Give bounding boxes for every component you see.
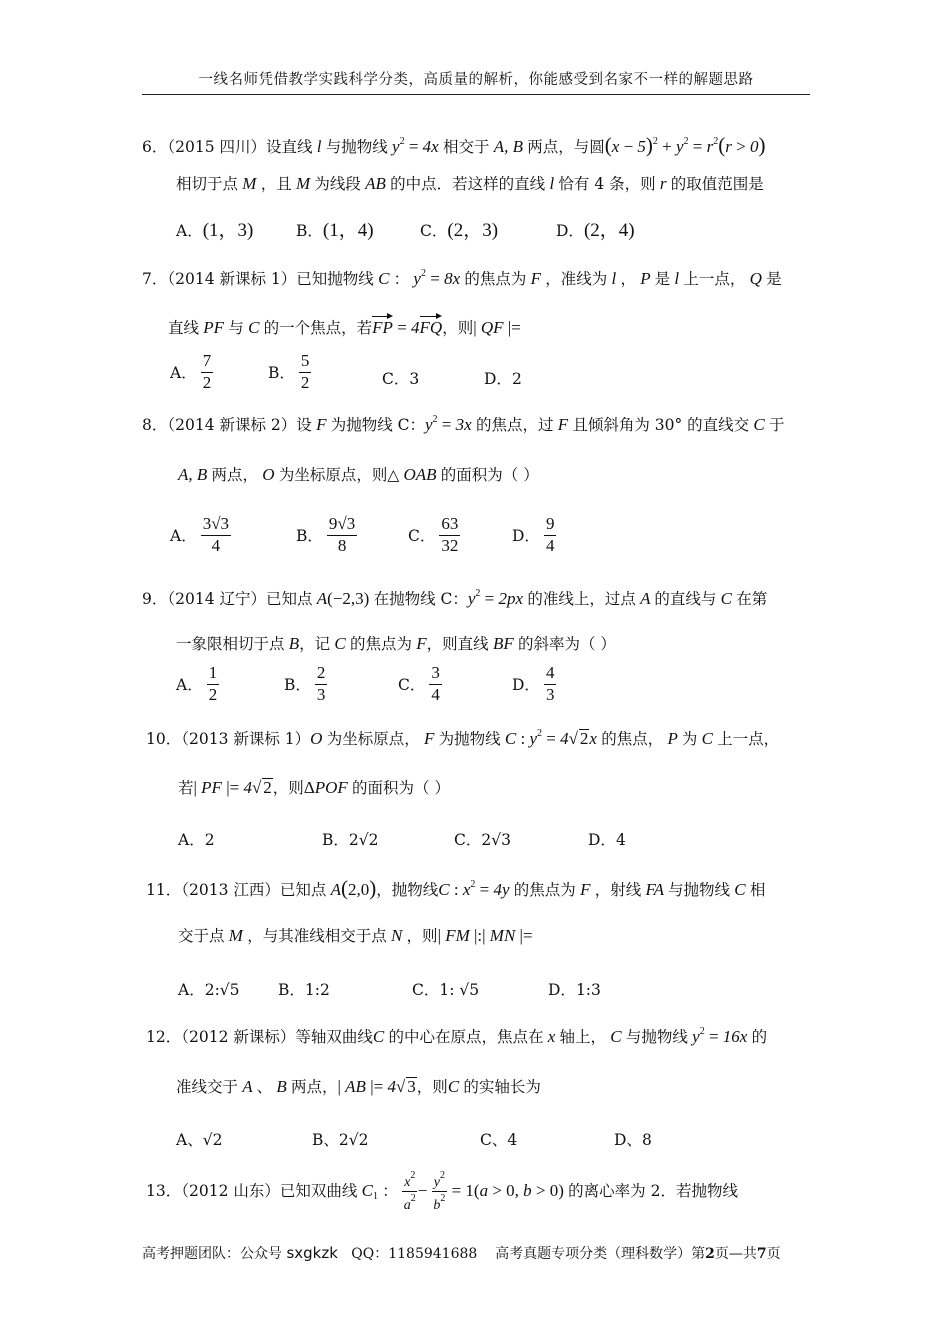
question-8-line-1: 8．（2014 新课标 2）设 F 为抛物线 C：$y^2 = 3x$ 的焦点，过 F 且倾斜角为 30° 的直线交 C 于	[142, 414, 785, 434]
question-number: 11．	[146, 881, 182, 899]
question-source: （2014 辽宁）	[167, 590, 266, 608]
option-a[interactable]: A．2	[178, 831, 215, 849]
option-d[interactable]: D．1:3	[548, 981, 601, 999]
option-a[interactable]: A． $\frac{7}{2}$	[170, 351, 212, 392]
option-b[interactable]: B．1:2	[278, 981, 330, 999]
question-source: （2014 新课标 2）	[167, 416, 297, 434]
question-10-line-1: 10．（2013 新课标 1）O 为坐标原点， F 为抛物线 C : $y^2 = 4√$ 2x 的焦点， P 为 C 上一点，	[146, 728, 780, 748]
page-footer: 高考押题团队：公众号 sxgkzk QQ：1185941688 高考真题专项分类（理科数学）第2页—共7页	[142, 1244, 781, 1262]
question-number: 9．	[142, 590, 168, 608]
wechat-account: sxgkzk	[286, 1244, 338, 1262]
question-number: 10．	[146, 730, 182, 748]
option-d[interactable]: D． $\frac{9}{4}$	[512, 514, 555, 555]
option-c[interactable]: C．2√3	[454, 831, 511, 849]
question-10-line-2: 若| PF |= 4√ 2，则ΔPOF 的面积为（ ）	[178, 778, 450, 797]
question-source: （2012 山东）	[181, 1181, 280, 1200]
question-7-line-1: 7．（2014 新课标 1）已知抛物线 C ： $y^2 = 8x$ 的焦点为 F ，准线为 l ， P 是 l 上一点， Q 是	[142, 268, 782, 288]
option-d[interactable]: D．(2，4)	[556, 220, 635, 241]
option-c[interactable]: C、4	[480, 1131, 518, 1149]
question-12-line-2: 准线交于 A 、 B 两点，| AB |= 4√ 3，则C 的实轴长为	[176, 1077, 541, 1096]
question-7-line-2: 直线 PF 与 C 的一个焦点，若FP = 4FQ，则| QF |=	[168, 318, 521, 337]
question-11-line-2: 交于点 M ，与其准线相交于点 N ，则| FM |:| MN |=	[178, 926, 533, 945]
option-c[interactable]: C．(2，3)	[420, 220, 499, 241]
question-number: 13．	[146, 1181, 182, 1200]
page-number: 2	[705, 1246, 715, 1262]
option-b[interactable]: B． $\frac{5}{2}$	[268, 351, 310, 392]
question-9-line-2: 一象限相切于点 B，记 C 的焦点为 F，则直线 BF 的斜率为（ ）	[176, 634, 616, 653]
option-c[interactable]: C．3	[382, 370, 420, 388]
question-source: （2015 四川）	[167, 138, 266, 156]
question-6-line-1: 6．（2015 四川）设直线 l 与抛物线 $y^2 = 4x$ 相交于 A, B 两点，与圆$(x - 5)^2 + y^2 = r^2(r > 0)$	[142, 133, 766, 157]
option-d[interactable]: D．2	[484, 370, 522, 388]
page-total: 7	[756, 1246, 767, 1262]
question-9-line-1: 9．（2014 辽宁）已知点 A(−2,3) 在抛物线 C：$y^2 = 2px$ 的准线上，过点 A 的直线与 C 在第	[142, 588, 768, 608]
option-b[interactable]: B．(1，4)	[296, 220, 374, 241]
question-8-line-2: A, B 两点， O 为坐标原点，则△ OAB 的面积为（ ）	[178, 465, 539, 484]
option-b[interactable]: B．2√2	[322, 831, 379, 849]
option-d[interactable]: D、8	[614, 1131, 652, 1149]
page-header: 一线名师凭借教学实践科学分类，高质量的解析，你能感受到名家不一样的解题思路	[198, 72, 754, 88]
option-c[interactable]: C．1: √5	[412, 981, 480, 999]
option-a[interactable]: A、√2	[176, 1131, 223, 1149]
header-divider	[142, 94, 810, 95]
question-6-line-2: 相切于点 M ，且 M 为线段 AB 的中点．若这样的直线 l 恰有 4 条，则 r 的取值范围是	[176, 174, 764, 193]
question-12-line-1: 12．（2012 新课标）等轴双曲线C 的中心在原点，焦点在 x 轴上， C 与抛物线 $y^2 = 16x$ 的	[146, 1026, 768, 1046]
option-c[interactable]: C． $\frac{3}{4}$	[398, 663, 440, 704]
question-number: 6．	[142, 138, 168, 156]
option-a[interactable]: A． $\frac{1}{2}$	[176, 663, 218, 704]
question-number: 7．	[142, 270, 168, 288]
option-b[interactable]: B． $\frac{2}{3}$	[284, 663, 326, 704]
option-a[interactable]: A． $\frac{3√3}{4}$	[170, 514, 230, 555]
question-source: （2014 新课标 1）	[167, 270, 297, 288]
question-11-line-1: 11．（2013 江西）已知点 A(2,0)，抛物线C : $x^2 = 4y$ 的焦点为 F ，射线 FA 与抛物线 C 相	[146, 876, 766, 900]
option-d[interactable]: D．4	[588, 831, 626, 849]
option-d[interactable]: D． $\frac{4}{3}$	[512, 663, 555, 704]
option-a[interactable]: A．(1，3)	[176, 220, 254, 241]
question-source: （2012 新课标）	[181, 1028, 296, 1046]
option-b[interactable]: B． $\frac{9√3}{8}$	[296, 514, 356, 555]
question-source: （2013 江西）	[181, 881, 280, 899]
question-source: （2013 新课标 1）	[181, 730, 311, 748]
question-13-line-1: 13．（2012 山东）已知双曲线 $C_1$ ： $\frac{x^2}{a^2}$ − $\frac{y^2}{b^2}$ = 1(a > 0, b > 0) 的离心率为 2．若抛物线	[146, 1170, 738, 1214]
option-a[interactable]: A．2:√5	[178, 981, 240, 999]
question-number: 12．	[146, 1028, 182, 1046]
option-b[interactable]: B、2√2	[312, 1131, 369, 1149]
question-number: 8．	[142, 416, 168, 434]
option-c[interactable]: C． $\frac{63}{32}$	[408, 514, 459, 555]
